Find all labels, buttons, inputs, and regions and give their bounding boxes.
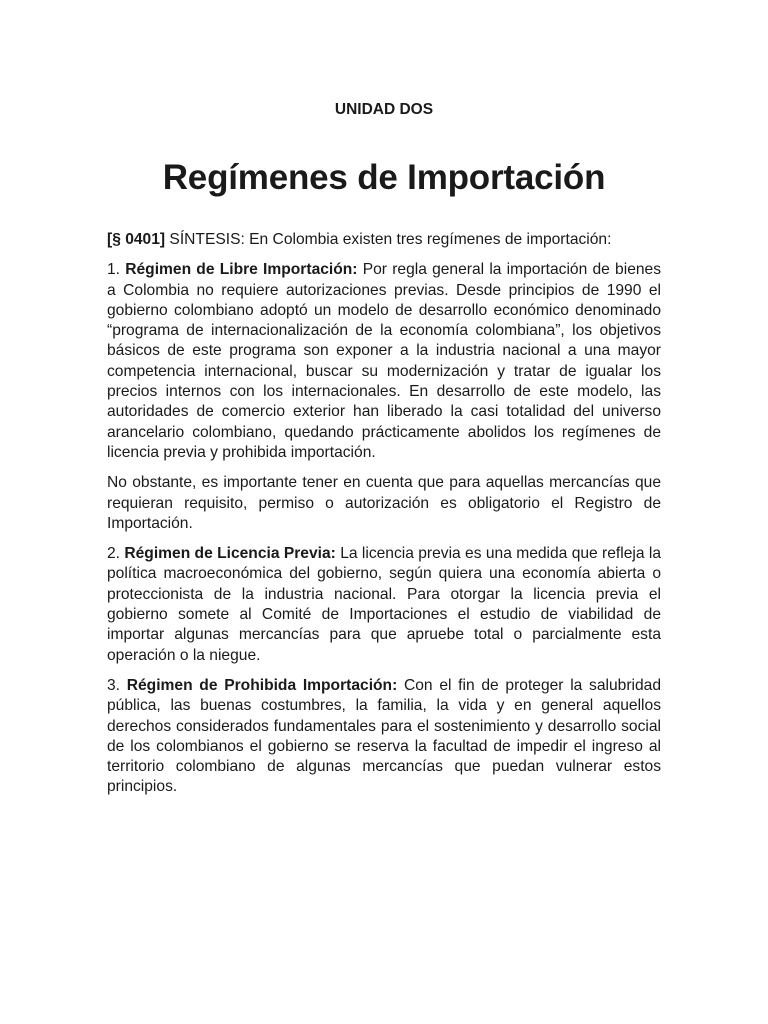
regime-1-number: 1. <box>107 261 126 279</box>
page-title: Regímenes de Importación <box>162 158 606 197</box>
section-reference: [§ 0401] <box>107 231 166 248</box>
regime-1-text: Por regla general la importación de bienes a Colombia no requiere autorizaciones previas. Desde principios de 1990 el gobierno colombiano adoptó un modelo de desarrollo económico denominado “programa de internacionalización de la economía colombiana”, los objetivos básicos de este programa son exponer a la industria nacional a una mayor competencia internacional, buscar su modernización y tratar de igualar los precios internos con los internacionales. En desarrollo de este modelo, las autoridades de comercio exterior han liberado la casi totalidad del universo arancelario colombiano, quedando prácticamente abolidos los regímenes de licencia previa y prohibida importación. <box>107 261 662 461</box>
regime-2-heading: Régimen de Licencia Previa: <box>124 545 336 563</box>
regime-1-heading: Régimen de Libre Importación: <box>125 261 358 279</box>
regime-2-paragraph <box>107 544 661 666</box>
regime-3-heading: Régimen de Prohibida Importación: <box>126 676 398 694</box>
regime-3-text: Con el fin de proteger la salubridad pública, las buenas costumbres, la familia, la vida y en general aquellos derechos considerados fundamentales para el sostenimiento y desarrollo social de los colombianos el gobierno se reserva la facultad de impedir el ingreso al territorio colombiano de algunas mercancías que puedan vulnerar estos principios. <box>107 676 662 796</box>
unit-label: UNIDAD DOS <box>334 101 434 118</box>
document-page <box>107 99 661 798</box>
synthesis-text: SÍNTESIS: En Colombia existen tres regímenes de importación: <box>165 231 612 248</box>
regime-3-paragraph <box>107 676 661 798</box>
regime-1-paragraph <box>107 260 661 463</box>
note-paragraph: No obstante, es importante tener en cuenta que para aquellas mercancías que requieran requisito, permiso o autorización es obligatorio el Registro de Importación. <box>107 474 661 532</box>
synthesis-paragraph <box>107 230 661 250</box>
regime-3-number: 3. <box>107 676 127 694</box>
regime-2-number: 2. <box>107 545 125 563</box>
regime-2-text: La licencia previa es una medida que refleja la política macroeconómica del gobierno, según quiera una economía abierta o proteccionista de la industria nacional. Para otorgar la licencia previa el gobierno somete al Comité de Importaciones el estudio de viabilidad de importar algunas mercancías para que apruebe total o parcialmente esta operación o la niegue. <box>107 545 662 664</box>
